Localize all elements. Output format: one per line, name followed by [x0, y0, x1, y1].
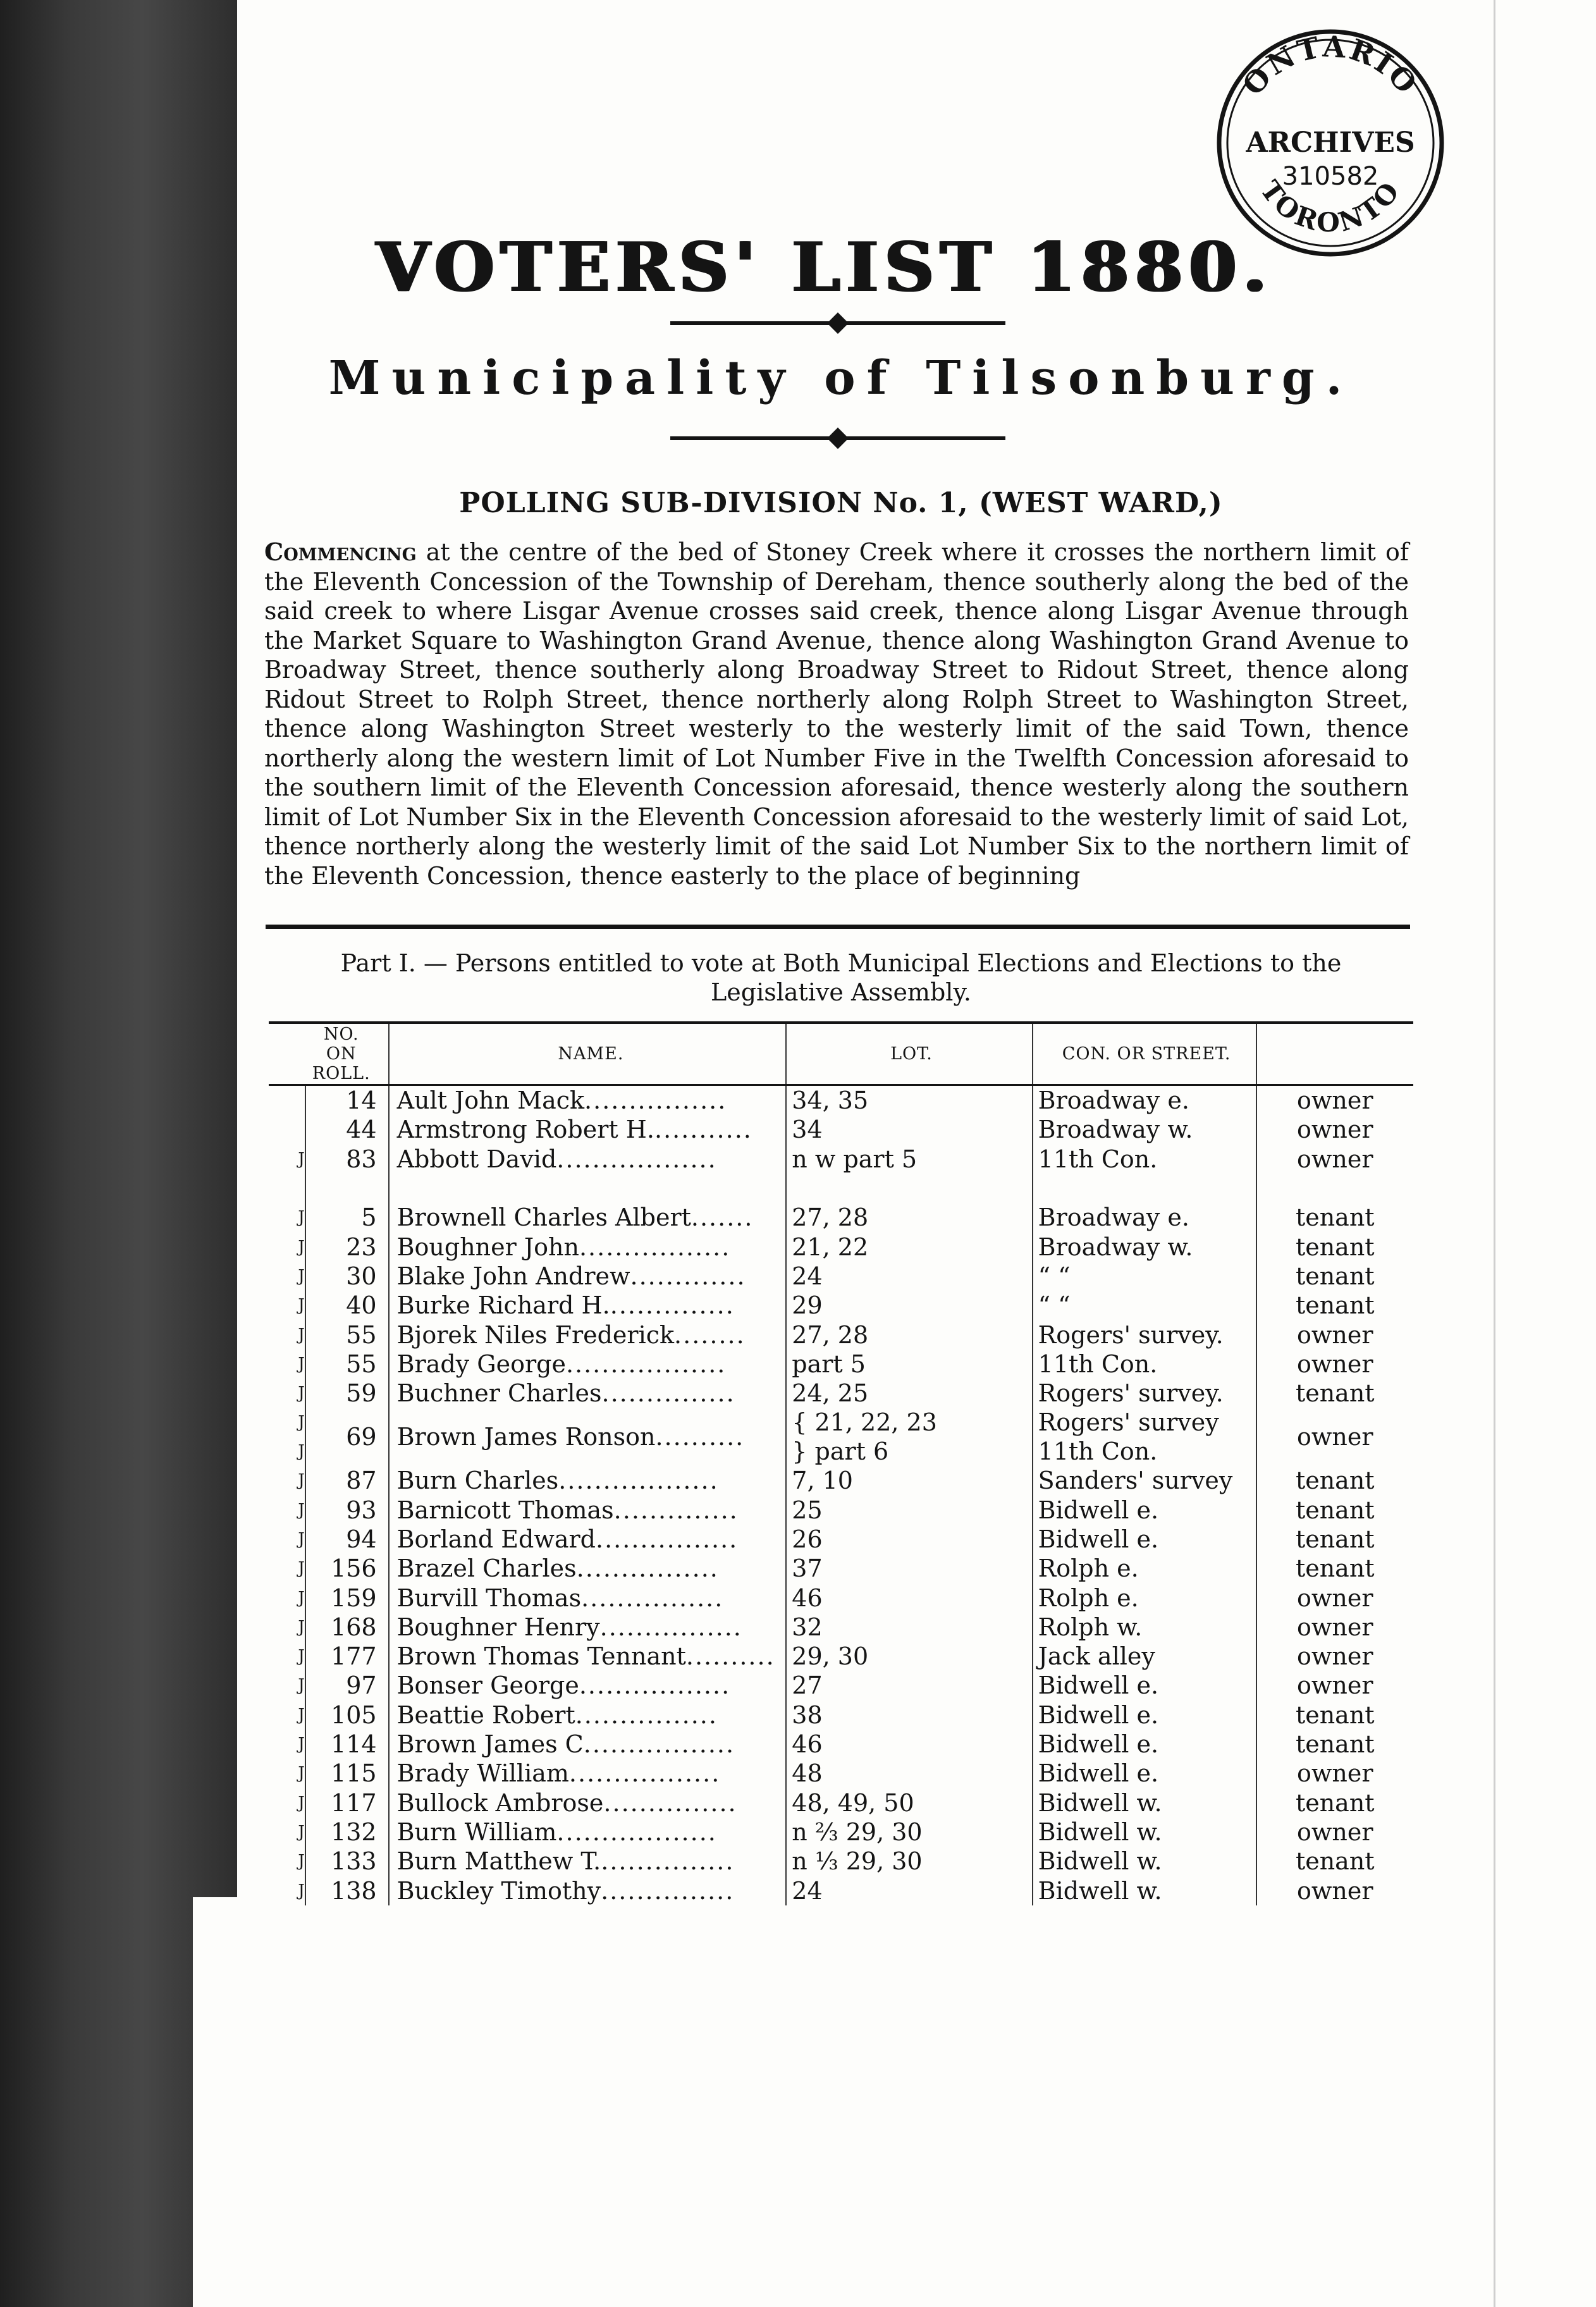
row-roll-number: 93: [305, 1496, 389, 1525]
table-row: [269, 1466, 1413, 1495]
table-row: [269, 1730, 1413, 1759]
row-mark: J: [298, 1325, 305, 1344]
row-con-street: Bidwell w.: [1033, 1818, 1256, 1847]
description-lead: Commencing: [264, 538, 417, 566]
stamp-bottom: TORONTO: [1254, 175, 1407, 238]
row-lot: 48, 49, 50: [786, 1788, 1032, 1818]
row-lot: 29, 30: [786, 1642, 1032, 1671]
row-status: owner: [1256, 1876, 1413, 1905]
row-mark: J: [298, 1852, 305, 1871]
row-mark: J: [298, 1471, 305, 1491]
row-lot: 34: [786, 1115, 1032, 1144]
row-mark: J: [298, 1588, 305, 1608]
table-row: [269, 1085, 1413, 1116]
row-name: Ault John Mack................: [389, 1085, 787, 1116]
row-status: tenant: [1256, 1262, 1413, 1291]
row-status: tenant: [1256, 1379, 1413, 1408]
row-con-street: Bidwell w.: [1033, 1876, 1256, 1905]
row-mark: J: [298, 1705, 305, 1725]
row-status: owner: [1256, 1085, 1413, 1116]
row-status: tenant: [1256, 1496, 1413, 1525]
row-roll-number: 55: [305, 1320, 389, 1349]
row-lot: 24: [786, 1262, 1032, 1291]
row-con-street: Bidwell e.: [1033, 1730, 1256, 1759]
part-heading: Part I. — Persons entitled to vote at Both Municipal Elections and Elections to the Legislative Assembly.: [340, 949, 1342, 1006]
row-mark: J: [298, 1296, 305, 1315]
ontario-archives-stamp: [1213, 25, 1448, 261]
row-con-street: Bidwell w.: [1033, 1847, 1256, 1876]
row-name: Burvill Thomas................: [389, 1583, 787, 1612]
row-mark: J: [298, 1793, 305, 1812]
row-lot: 26: [786, 1525, 1032, 1554]
section-rule: [266, 925, 1410, 929]
page-right-margin: [1494, 0, 1596, 2307]
row-status: owner: [1256, 1671, 1413, 1700]
row-status: owner: [1256, 1408, 1413, 1466]
row-con-street: Bidwell e.: [1033, 1759, 1256, 1788]
table-gap: [269, 1174, 1413, 1203]
row-status: owner: [1256, 1145, 1413, 1174]
table-row: [269, 1759, 1413, 1788]
row-con-street: 11th Con.: [1033, 1350, 1256, 1379]
row-mark: J: [298, 1559, 305, 1578]
row-con-street: Broadway e.: [1033, 1203, 1256, 1232]
row-lot: 24, 25: [786, 1379, 1032, 1408]
row-status: tenant: [1256, 1525, 1413, 1554]
row-mark: J: [298, 1237, 305, 1257]
row-status: tenant: [1256, 1232, 1413, 1261]
stamp-number: 310582: [1282, 162, 1379, 191]
table-row: [269, 1642, 1413, 1671]
row-mark: J: [298, 1384, 305, 1403]
row-name: Boughner John.................: [389, 1232, 787, 1261]
row-mark: J: [298, 1764, 305, 1783]
row-name: Brown Thomas Tennant..........: [389, 1642, 787, 1671]
table-row: [269, 1408, 1413, 1466]
row-status: owner: [1256, 1583, 1413, 1612]
row-lot: 38: [786, 1701, 1032, 1730]
table-row: [269, 1788, 1413, 1818]
row-name: Borland Edward................: [389, 1525, 787, 1554]
row-status: tenant: [1256, 1701, 1413, 1730]
table-row: [269, 1145, 1413, 1174]
lot-header: LOT.: [786, 1023, 1032, 1085]
table-row: [269, 1613, 1413, 1642]
row-roll-number: 115: [305, 1759, 389, 1788]
table-row: [269, 1583, 1413, 1612]
row-name: Bonser George.................: [389, 1671, 787, 1700]
table-row: [269, 1379, 1413, 1408]
table-group-a: [269, 1085, 1413, 1174]
row-name: Brown James C.................: [389, 1730, 787, 1759]
row-name: Brown James Ronson..........: [389, 1408, 787, 1466]
row-con-street: Rogers' survey.: [1033, 1320, 1256, 1349]
boundary-description: [264, 538, 1409, 890]
name-header: NAME.: [389, 1023, 787, 1085]
table-group-brown: [269, 1408, 1413, 1466]
row-status: tenant: [1256, 1847, 1413, 1876]
row-con-street: Bidwell w.: [1033, 1788, 1256, 1818]
row-name: Burn Charles..................: [389, 1466, 787, 1495]
row-roll-number: 132: [305, 1818, 389, 1847]
row-lot: 34, 35: [786, 1085, 1032, 1116]
row-name: Burn Matthew T................: [389, 1847, 787, 1876]
table-spacer-row: [269, 1174, 1413, 1203]
row-mark: J: [298, 1735, 305, 1754]
table-row: [269, 1554, 1413, 1583]
row-lot: n w part 5: [786, 1145, 1032, 1174]
table-row: [269, 1671, 1413, 1700]
svg-text:ONTARIO: [1236, 29, 1425, 102]
row-name: Burke Richard H...............: [389, 1291, 787, 1320]
row-name: Buckley Timothy...............: [389, 1876, 787, 1905]
table-row: [269, 1525, 1413, 1554]
row-con-street: “ “: [1033, 1291, 1256, 1320]
row-name: Barnicott Thomas..............: [389, 1496, 787, 1525]
row-con-street: Bidwell e.: [1033, 1496, 1256, 1525]
row-con-street: “ “: [1033, 1262, 1256, 1291]
table-row: [269, 1818, 1413, 1847]
row-roll-number: 55: [305, 1350, 389, 1379]
row-con-street: Jack alley: [1033, 1642, 1256, 1671]
row-status: tenant: [1256, 1203, 1413, 1232]
row-mark: J: [298, 1647, 305, 1666]
row-con-street: Rogers' survey 11th Con.: [1033, 1408, 1256, 1466]
row-mark: J: [298, 1530, 305, 1549]
row-mark: J: [298, 1354, 305, 1374]
status-header: [1256, 1023, 1413, 1085]
voters-table: [269, 1021, 1413, 1905]
table-row: [269, 1847, 1413, 1876]
row-name: Abbott David..................: [389, 1145, 787, 1174]
row-name: Blake John Andrew.............: [389, 1262, 787, 1291]
row-con-street: Bidwell e.: [1033, 1525, 1256, 1554]
row-lot: n ⅓ 29, 30: [786, 1847, 1032, 1876]
row-lot: 32: [786, 1613, 1032, 1642]
row-lot: 46: [786, 1583, 1032, 1612]
row-roll-number: 138: [305, 1876, 389, 1905]
row-name: Armstrong Robert H............: [389, 1115, 787, 1144]
row-roll-number: 30: [305, 1262, 389, 1291]
mark-header: [269, 1023, 305, 1085]
row-con-street: Rogers' survey.: [1033, 1379, 1256, 1408]
row-mark: [269, 1085, 305, 1116]
row-roll-number: 177: [305, 1642, 389, 1671]
row-roll-number: 156: [305, 1554, 389, 1583]
row-name: Brady William.................: [389, 1759, 787, 1788]
row-status: owner: [1256, 1759, 1413, 1788]
row-mark: J: [298, 1822, 305, 1842]
row-con-street: 11th Con.: [1033, 1145, 1256, 1174]
row-roll-number: 159: [305, 1583, 389, 1612]
spine-lower-edge: [193, 1897, 237, 2307]
row-status: tenant: [1256, 1466, 1413, 1495]
row-lot: 48: [786, 1759, 1032, 1788]
row-con-street: Sanders' survey: [1033, 1466, 1256, 1495]
row-status: tenant: [1256, 1291, 1413, 1320]
row-status: owner: [1256, 1350, 1413, 1379]
row-con-street: Broadway w.: [1033, 1232, 1256, 1261]
table-row: [269, 1291, 1413, 1320]
row-roll-number: 87: [305, 1466, 389, 1495]
row-status: tenant: [1256, 1730, 1413, 1759]
row-con-street: Broadway e.: [1033, 1085, 1256, 1116]
row-roll-number: 94: [305, 1525, 389, 1554]
row-roll-number: 168: [305, 1613, 389, 1642]
row-con-street: Rolph e.: [1033, 1583, 1256, 1612]
table-row: [269, 1701, 1413, 1730]
con-street-header: CON. OR STREET.: [1033, 1023, 1256, 1085]
row-status: owner: [1256, 1115, 1413, 1144]
row-name: Buchner Charles...............: [389, 1379, 787, 1408]
row-status: owner: [1256, 1642, 1413, 1671]
row-lot: 46: [786, 1730, 1032, 1759]
row-roll-number: 117: [305, 1788, 389, 1818]
row-mark: J: [298, 1617, 305, 1637]
row-roll-number: 105: [305, 1701, 389, 1730]
row-lot: 27: [786, 1671, 1032, 1700]
row-lot: 27, 28: [786, 1203, 1032, 1232]
table-header: [269, 1023, 1413, 1085]
row-mark: J: [298, 1500, 305, 1520]
row-status: owner: [1256, 1320, 1413, 1349]
row-status: tenant: [1256, 1788, 1413, 1818]
municipality-heading: Municipality of Tilsonburg.: [328, 351, 1354, 405]
row-mark: J: [298, 1208, 305, 1227]
row-con-street: Bidwell e.: [1033, 1701, 1256, 1730]
row-mark: [269, 1115, 305, 1144]
table-row: [269, 1262, 1413, 1291]
row-con-street: Broadway w.: [1033, 1115, 1256, 1144]
row-name: Brady George..................: [389, 1350, 787, 1379]
subtitle-ornament-rule: [670, 436, 1005, 440]
table-row: [269, 1232, 1413, 1261]
row-name: Beattie Robert................: [389, 1701, 787, 1730]
row-status: owner: [1256, 1613, 1413, 1642]
row-lot: part 5: [786, 1350, 1032, 1379]
row-roll-number: 5: [305, 1203, 389, 1232]
row-roll-number: 14: [305, 1085, 389, 1116]
stamp-top: ONTARIO: [1236, 29, 1425, 102]
row-lot: 24: [786, 1876, 1032, 1905]
row-name: Brazel Charles................: [389, 1554, 787, 1583]
row-roll-number: 40: [305, 1291, 389, 1320]
row-roll-number: 69: [305, 1408, 389, 1466]
row-mark: J: [298, 1881, 305, 1900]
row-lot: 29: [786, 1291, 1032, 1320]
row-roll-number: 97: [305, 1671, 389, 1700]
row-status: tenant: [1256, 1554, 1413, 1583]
document-title: VOTERS' LIST 1880.: [376, 228, 1273, 307]
row-lot: 21, 22: [786, 1232, 1032, 1261]
row-roll-number: 133: [305, 1847, 389, 1876]
row-name: Burn William..................: [389, 1818, 787, 1847]
row-con-street: Rolph w.: [1033, 1613, 1256, 1642]
row-lot: { 21, 22, 23 } part 6: [786, 1408, 1032, 1466]
row-name: Bullock Ambrose...............: [389, 1788, 787, 1818]
row-roll-number: 23: [305, 1232, 389, 1261]
polling-subdivision-heading: POLLING SUB-DIVISION No. 1, (WEST WARD,): [459, 487, 1223, 519]
row-mark: J J: [298, 1413, 305, 1461]
row-lot: 37: [786, 1554, 1032, 1583]
table-row: [269, 1115, 1413, 1144]
row-roll-number: 44: [305, 1115, 389, 1144]
row-mark: J: [298, 1676, 305, 1695]
row-lot: 27, 28: [786, 1320, 1032, 1349]
row-lot: 7, 10: [786, 1466, 1032, 1495]
row-status: owner: [1256, 1818, 1413, 1847]
row-con-street: Bidwell e.: [1033, 1671, 1256, 1700]
row-lot: n ⅔ 29, 30: [786, 1818, 1032, 1847]
row-roll-number: 59: [305, 1379, 389, 1408]
row-roll-number: 114: [305, 1730, 389, 1759]
table-group-c: [269, 1466, 1413, 1905]
row-name: Brownell Charles Albert.......: [389, 1203, 787, 1232]
table-row: [269, 1876, 1413, 1905]
row-mark: J: [298, 1266, 305, 1286]
row-mark: J: [298, 1149, 305, 1169]
table-row: [269, 1496, 1413, 1525]
table-row: [269, 1350, 1413, 1379]
description-text: at the centre of the bed of Stoney Creek where it crosses the northern limit of the Eleventh Concession of the Township of Dereham, thence southerly along the bed of the said creek to where Lisgar Avenue crosses said creek, thence along Lisgar Avenue through the Market Square to Washington Grand Avenue, thence along Washington Grand Avenue to Broadway Street, thence southerly along Broadway Street to Ridout Street, thence along Ridout Street to Rolph Street, thence northerly along Rolph Street to Washington Street, thence along Washington Street westerly to the westerly limit of the said Town, thence northerly along the western limit of Lot Number Five in the Twelfth Concession aforesaid to the southern limit of the Eleventh Concession aforesaid, thence westerly along the southern limit of Lot Number Six in the Eleventh Concession aforesaid to the westerly limit of said Lot, thence northerly along the westerly limit of the said Lot Number Six to the northern limit of the Eleventh Concession, thence easterly to the place of beginning: [264, 538, 1409, 890]
row-name: Boughner Henry................: [389, 1613, 787, 1642]
row-lot: 25: [786, 1496, 1032, 1525]
table-row: [269, 1320, 1413, 1349]
roll-number-header: NO. ON ROLL.: [305, 1023, 389, 1085]
row-name: Bjorek Niles Frederick........: [389, 1320, 787, 1349]
table-group-b: [269, 1203, 1413, 1408]
stamp-middle: ARCHIVES: [1246, 126, 1415, 159]
row-roll-number: 83: [305, 1145, 389, 1174]
title-ornament-rule: [670, 321, 1005, 325]
table-row: [269, 1203, 1413, 1232]
row-con-street: Rolph e.: [1033, 1554, 1256, 1583]
